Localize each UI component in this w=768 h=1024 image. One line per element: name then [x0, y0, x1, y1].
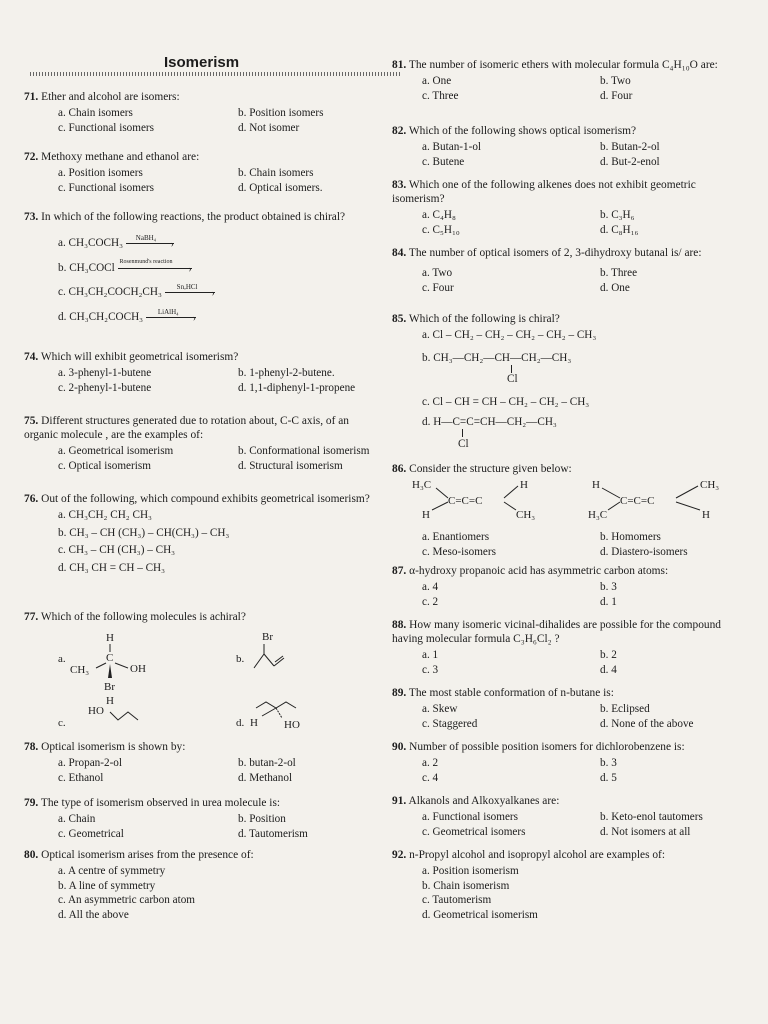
wedge-bond — [108, 664, 112, 678]
bond — [110, 712, 138, 720]
option-b-letter: b. — [236, 653, 245, 665]
question-74 — [24, 350, 384, 395]
option-d: d. Geometrical isomerism — [422, 908, 538, 921]
s2-bottom-left: H₃C — [588, 509, 608, 521]
question-78 — [24, 740, 384, 785]
reaction-arrow — [126, 243, 174, 244]
atom-label-ho: HO — [284, 719, 300, 731]
double-bond — [275, 656, 283, 662]
option-c: c. CH₃ – CH (CH₃) – CH₃ — [58, 544, 176, 556]
question-83 — [392, 178, 748, 237]
option-c: c. Butene — [422, 155, 465, 168]
substituent-bond — [462, 429, 463, 437]
question-79 — [24, 796, 384, 841]
question-number: 91. — [392, 795, 407, 807]
option-a: a. 2 — [422, 757, 439, 769]
s1-top-left: H₃C — [412, 479, 432, 491]
option-d: d. CH₃CH₂COCH₃ LiAlH₄ › — [24, 310, 384, 325]
option-a: a. C₄H₈ — [422, 209, 456, 221]
option-c: c. 2-phenyl-1-butene — [58, 381, 152, 394]
question-75 — [24, 414, 384, 473]
option-a-letter: a. — [58, 653, 66, 665]
option-b: b. Chain isomerism — [422, 879, 510, 892]
question-85 — [392, 312, 748, 450]
question-73 — [24, 210, 384, 324]
option-b: b. 3 — [600, 757, 617, 769]
option-c: c. 3 — [422, 663, 439, 676]
bond — [264, 654, 274, 666]
option-c: c. CH₃CH₂COCH₂CH₃ Sn,HCl › — [24, 285, 384, 300]
question-stem: Number of possible position isomers for dichlorobenzene is: — [409, 741, 685, 753]
option-a: a. Butan-1-ol — [422, 141, 482, 153]
option-c: c. Ethanol — [58, 771, 104, 784]
option-a: a. Geometrical isomerism — [58, 445, 174, 457]
substituent-cl: Cl — [507, 372, 518, 385]
question-number: 83. — [392, 179, 407, 191]
reaction-arrow — [146, 317, 196, 318]
question-stem: Which will exhibit geometrical isomerism? — [40, 351, 239, 363]
question-number: 89. — [392, 687, 407, 699]
question-86 — [392, 462, 748, 476]
option-c: c. Geometrical — [58, 827, 124, 840]
option-c: c. Functional isomers — [58, 121, 155, 134]
option-a: a. Two — [422, 267, 453, 279]
option-c: c. Geometrical isomers — [422, 825, 526, 838]
option-c: c. 2 — [422, 595, 439, 608]
question-76 — [24, 492, 384, 575]
option-d: d. H—C=C=CH—CH₂—CH₃ Cl — [422, 416, 557, 450]
option-a: a. 3-phenyl-1-butene — [58, 367, 152, 379]
option-c: c. Optical isomerism — [58, 459, 151, 472]
option-d: d. Tautomerism — [238, 827, 308, 840]
option-d-letter: d. — [236, 717, 245, 729]
question-number: 73. — [24, 211, 39, 223]
option-b: b. butan-2-ol — [238, 757, 296, 769]
option-c: c. Staggered — [422, 717, 478, 730]
option-d: d. 4 — [600, 663, 617, 676]
option-b: b. Two — [600, 75, 631, 87]
question-number: 88. — [392, 619, 407, 631]
bond — [676, 486, 698, 498]
question-number: 90. — [392, 741, 407, 753]
question-stem: Optical isomerism is shown by: — [41, 741, 186, 753]
bond — [96, 663, 106, 668]
option-b: b. Butan-2-ol — [600, 141, 660, 153]
question-92 — [392, 848, 748, 922]
bond — [504, 502, 516, 510]
question-86-options — [392, 528, 748, 559]
option-a: a. Propan-2-ol — [58, 757, 123, 769]
option-a: a. 1 — [422, 649, 439, 661]
question-number: 79. — [24, 797, 39, 809]
atom-label-h: H — [250, 717, 258, 729]
hash-bond — [276, 708, 282, 718]
question-number: 92. — [392, 849, 407, 861]
question-88 — [392, 618, 748, 677]
question-stem: The number of optical isomers of 2, 3-dihydroxy butanal is/ are: — [408, 247, 702, 259]
option-c: c. 4 — [422, 771, 439, 784]
question-stem: Different structures generated due to rotation about, C-C axis, of an organic molecule , are the examples of: — [24, 415, 349, 441]
question-stem: Which of the following molecules is achiral? — [40, 611, 246, 623]
s1-core: C=C=C — [448, 495, 483, 507]
bond — [504, 486, 518, 498]
option-a: a. 4 — [422, 581, 439, 593]
question-77 — [24, 610, 384, 624]
option-b: b. C₃H₆ — [600, 209, 635, 221]
allene-structures — [412, 476, 732, 524]
option-a: a. Chain isomers — [58, 107, 133, 119]
option-b: b. A line of symmetry — [58, 879, 156, 892]
option-c: c. An asymmetric carbon atom — [58, 894, 196, 906]
option-a: a. Functional isomers — [422, 811, 519, 823]
question-81 — [392, 58, 748, 103]
question-87 — [392, 564, 748, 609]
option-d: d. One — [600, 281, 630, 294]
option-a: a. Cl – CH₂ – CH₂ – CH₂ – CH₂ – CH₃ — [422, 329, 597, 341]
option-d: d. Not isomer — [238, 121, 300, 134]
option-a: a. Enantiomers — [422, 531, 490, 543]
s1-bottom-right: CH₃ — [516, 509, 536, 521]
option-b: b. Keto-enol tautomers — [600, 811, 703, 823]
s2-core: C=C=C — [620, 495, 655, 507]
option-b: b. 3 — [600, 581, 617, 593]
question-77-structures — [58, 628, 388, 738]
question-91 — [392, 794, 748, 839]
bond — [436, 488, 448, 498]
atom-label-h: H — [106, 695, 114, 707]
option-a: a. Skew — [422, 703, 458, 715]
option-c: c. Meso-isomers — [422, 545, 496, 558]
question-number: 74. — [24, 351, 39, 363]
question-number: 86. — [392, 463, 407, 475]
atom-label-ch3: CH₃ — [70, 664, 90, 676]
page-title: Isomerism — [164, 54, 240, 71]
bond — [262, 708, 276, 716]
option-a: a. CH₃COCH₃ NaBH₄ › — [24, 236, 384, 251]
option-d: d. Methanol — [238, 771, 293, 784]
atom-label-c: C — [106, 652, 114, 664]
s1-top-right: H — [520, 479, 528, 491]
question-stem: The type of isomerism observed in urea molecule is: — [40, 797, 281, 809]
option-b: b. 2 — [600, 649, 617, 661]
question-number: 87. — [392, 565, 407, 577]
question-89 — [392, 686, 748, 731]
reagent-label: NaBH₄ — [135, 234, 157, 243]
option-c: c. Cl – CH = CH – CH₂ – CH₂ – CH₃ — [422, 395, 590, 408]
question-stem: Methoxy methane and ethanol are: — [41, 151, 200, 163]
question-stem: Alkanols and Alkoxyalkanes are: — [408, 795, 560, 807]
question-stem: Which of the following shows optical isomerism? — [408, 125, 637, 137]
question-82 — [392, 124, 748, 169]
s2-top-right: CH₃ — [700, 479, 720, 491]
option-b: b. Eclipsed — [600, 703, 650, 715]
option-b: b. Position isomers — [238, 107, 324, 119]
bond — [608, 502, 620, 510]
option-d: d. All the above — [58, 908, 129, 921]
allene-svg — [412, 476, 732, 524]
option-d: d. 1,1-diphenyl-1-propene — [238, 381, 356, 394]
bond — [432, 502, 448, 510]
question-stem: n-Propyl alcohol and isopropyl alcohol are examples of: — [409, 849, 666, 861]
question-number: 72. — [24, 151, 39, 163]
question-84 — [392, 246, 748, 295]
option-c: c. C₅H₁₀ — [422, 223, 460, 236]
option-d: d. 5 — [600, 771, 617, 784]
option-b: b. Homomers — [600, 531, 661, 543]
option-b: b. CH₃COCl Rosenmund's reaction › — [24, 261, 384, 276]
substituent-cl: Cl — [458, 438, 469, 450]
option-c-letter: c. — [58, 717, 66, 729]
s1-bottom-left: H — [422, 509, 430, 521]
option-d: d. Structural isomerism — [238, 459, 343, 472]
reaction-arrow — [165, 292, 215, 293]
bond — [115, 663, 128, 668]
option-a: a. Position isomers — [58, 167, 143, 179]
option-d: d. CH₃ CH = CH – CH₃ — [58, 561, 166, 574]
question-number: 76. — [24, 493, 39, 505]
atom-label-ho: HO — [88, 705, 104, 717]
option-b: b. 1-phenyl-2-butene. — [238, 367, 335, 379]
option-d: d. Diastero-isomers — [600, 545, 688, 558]
question-number: 78. — [24, 741, 39, 753]
question-90 — [392, 740, 748, 785]
question-number: 80. — [24, 849, 39, 861]
s2-bottom-right: H — [702, 509, 710, 521]
question-stem: Which one of the following alkenes does not exhibit geometric isomerism? — [392, 179, 696, 205]
question-stem: The most stable conformation of n-butane is: — [408, 687, 614, 699]
bond — [256, 702, 296, 708]
question-stem: The number of isomeric ethers with molecular formula C₄H₁₀O are: — [408, 59, 718, 71]
atom-label-br: Br — [104, 681, 115, 693]
option-a: a. Position isomerism — [422, 865, 519, 877]
option-b: b. Three — [600, 267, 638, 279]
bond — [254, 644, 264, 668]
question-number: 81. — [392, 59, 407, 71]
bond — [602, 488, 620, 498]
option-a: a. CH₃CH₂ CH₂ CH₃ — [58, 509, 152, 521]
option-d: d. Four — [600, 89, 633, 102]
option-b: b. Conformational isomerism — [238, 445, 370, 457]
question-stem: α-hydroxy propanoic acid has asymmetric carbon atoms: — [409, 565, 669, 577]
option-d: d. 1 — [600, 595, 617, 608]
atom-label-h: H — [106, 632, 114, 644]
question-80 — [24, 848, 384, 922]
reagent-label: Sn,HCl — [176, 283, 198, 292]
atom-label-br: Br — [262, 631, 273, 643]
question-number: 77. — [24, 611, 39, 623]
option-b: b. CH₃ – CH (CH₃) – CH(CH₃) – CH₃ — [58, 526, 230, 539]
bond — [676, 502, 700, 510]
question-number: 85. — [392, 313, 407, 325]
option-c: c. Tautomerism — [422, 894, 492, 906]
option-c: c. Four — [422, 281, 454, 294]
question-72 — [24, 150, 384, 195]
question-71 — [24, 90, 384, 135]
atom-label-oh: OH — [130, 663, 146, 675]
option-a: a. Chain — [58, 813, 96, 825]
option-b: b. Position — [238, 813, 286, 825]
question-stem: Consider the structure given below: — [409, 463, 572, 475]
question-stem: How many isomeric vicinal-dihalides are possible for the compound having molecular formula C₃H₆Cl₂ ? — [392, 619, 722, 645]
option-b: b. Chain isomers — [238, 167, 314, 179]
option-d: d. But-2-enol — [600, 155, 660, 168]
option-c: c. Functional isomers — [58, 181, 155, 194]
question-stem: Optical isomerism arises from the presence of: — [41, 849, 254, 861]
option-d: d. None of the above — [600, 717, 694, 730]
question-number: 71. — [24, 91, 39, 103]
question-stem: Which of the following is chiral? — [408, 313, 560, 325]
title-underline — [30, 72, 402, 76]
s2-top-left: H — [592, 479, 600, 491]
question-stem: Out of the following, which compound exhibits geometrical isomerism? — [41, 493, 370, 505]
option-a: a. A centre of symmetry — [58, 865, 166, 877]
structures-svg — [58, 628, 388, 738]
question-stem: In which of the following reactions, the product obtained is chiral? — [41, 211, 346, 223]
reagent-label: Rosenmund's reaction — [119, 258, 173, 265]
option-b: b. CH₃—CH₂—CH—CH₂—CH₃ Cl — [422, 351, 572, 385]
question-stem: Ether and alcohol are isomers: — [41, 91, 180, 103]
option-d: d. C₈H₁₆ — [600, 223, 639, 236]
reagent-label: LiAlH₄ — [157, 307, 179, 316]
option-a: a. One — [422, 75, 452, 87]
question-number: 75. — [24, 415, 39, 427]
option-d: d. Optical isomers. — [238, 181, 323, 194]
option-d: d. Not isomers at all — [600, 825, 691, 838]
question-number: 82. — [392, 125, 407, 137]
question-number: 84. — [392, 247, 407, 259]
reaction-arrow — [118, 268, 192, 269]
option-c: c. Three — [422, 89, 459, 102]
